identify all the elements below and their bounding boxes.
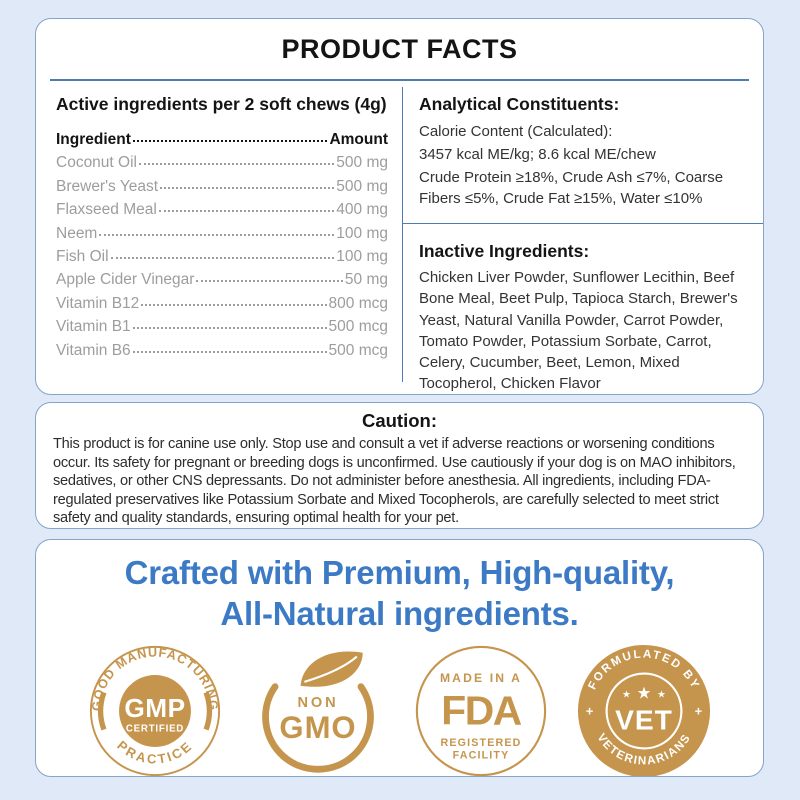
ingredient-name: Brewer's Yeast <box>56 177 159 195</box>
ingredient-name: Vitamin B6 <box>56 341 131 359</box>
ingredient-name: Vitamin B1 <box>56 318 131 336</box>
caution-heading: Caution: <box>361 410 437 431</box>
non-text: NON <box>297 695 339 712</box>
ingredient-amount: 400 mg <box>336 201 388 219</box>
star-icon: ★ <box>636 683 652 703</box>
inactive-heading: Inactive Ingredients: <box>419 241 590 261</box>
ingredient-name: Neem <box>56 224 98 242</box>
made-in-a-text: MADE IN A <box>439 670 523 685</box>
non-gmo-badge <box>250 643 386 777</box>
table-row <box>56 339 388 362</box>
gmp-center-text: GMP <box>124 692 186 723</box>
gmp-arc-top-text: GOOD MANUFACTURING <box>89 645 221 712</box>
star-icon: ★ <box>622 689 631 701</box>
table-row <box>56 222 388 245</box>
ingredient-amount: 500 mcg <box>328 341 388 359</box>
vet-center-text: VET <box>615 703 673 736</box>
dot-leader <box>133 327 327 329</box>
crafted-headline-line1: Crafted with Premium, High-quality, <box>124 554 675 591</box>
fda-logo-text: FDA <box>441 687 521 734</box>
crafted-panel <box>35 539 764 777</box>
gmo-text: GMO <box>279 710 357 746</box>
dot-leader <box>141 304 326 306</box>
table-row <box>56 315 388 338</box>
fda-registered-badge <box>413 643 549 777</box>
ingredient-name: Flaxseed Meal <box>56 201 157 219</box>
gmp-certified-badge <box>87 643 223 777</box>
ingredient-amount: 100 mg <box>336 248 388 266</box>
gmp-certified-text: CERTIFIED <box>125 723 185 735</box>
table-row <box>56 151 388 174</box>
section-divider <box>403 223 763 224</box>
table-row <box>56 245 388 268</box>
plus-icon: + <box>694 704 703 719</box>
ingredient-amount: 100 mg <box>336 224 388 242</box>
product-facts-panel <box>35 18 764 395</box>
table-header-row <box>56 128 388 151</box>
leaf-icon <box>301 651 363 686</box>
ingredient-amount: 500 mcg <box>328 318 388 336</box>
vet-formulated-badge <box>576 643 712 777</box>
vet-arc-top-text: FORMULATED BY <box>585 647 703 692</box>
dot-leader <box>133 140 328 142</box>
ingredient-name: Fish Oil <box>56 248 109 266</box>
dot-leader <box>160 187 334 189</box>
badge-row <box>36 643 763 777</box>
plus-icon: + <box>585 704 594 719</box>
dot-leader <box>133 351 327 353</box>
page-title: PRODUCT FACTS <box>281 33 518 64</box>
crafted-headline-line2: All-Natural ingredients. <box>220 595 579 632</box>
ingredient-name: Coconut Oil <box>56 154 137 172</box>
active-ingredients-section <box>36 81 402 394</box>
table-row <box>56 198 388 221</box>
col-ingredient: Ingredient <box>56 131 131 148</box>
inactive-ingredients-text: Chicken Liver Powder, Sunflower Lecithin, Beef Bone Meal, Beet Pulp, Tapioca Starch, Brewer's Yeast, Natural Vanilla Powder, Carrot Powder, Tomato Powder, Potassium Sorbate, Carrot, Celery, Cucumber, Beet, Lemon, Mixed Tocopherol, Chicken Flavor <box>419 269 738 393</box>
crafted-headline <box>36 552 763 634</box>
facts-columns <box>36 81 763 394</box>
star-icon: ★ <box>657 689 666 701</box>
ingredient-amount: 500 mg <box>336 177 388 195</box>
dot-leader <box>99 234 334 236</box>
ingredient-amount: 800 mcg <box>328 294 388 312</box>
table-row <box>56 292 388 315</box>
dot-leader <box>111 257 335 259</box>
table-row <box>56 175 388 198</box>
dot-leader <box>159 210 335 212</box>
analytical-line: Crude Protein ≥18%, Crude Ash ≤7%, Coarse Fibers ≤5%, Crude Fat ≥15%, Water ≤10% <box>419 169 724 207</box>
ingredient-amount: 50 mg <box>344 271 388 289</box>
ingredient-amount: 500 mg <box>336 154 388 172</box>
caution-panel <box>35 402 764 529</box>
right-column <box>403 81 763 394</box>
active-ingredients-heading: Active ingredients per 2 soft chews (4g) <box>56 94 387 114</box>
dot-leader <box>139 163 334 165</box>
analytical-heading: Analytical Constituents: <box>419 94 620 114</box>
registered-text: REGISTERED <box>440 736 522 749</box>
ingredient-name: Vitamin B12 <box>56 294 140 312</box>
ingredient-name: Apple Cider Vinegar <box>56 271 195 289</box>
vet-arc-bottom-text: VETERINARIANS <box>594 731 694 768</box>
col-amount: Amount <box>329 131 388 148</box>
analytical-line: Calorie Content (Calculated): <box>419 123 613 140</box>
caution-text: This product is for canine use only. Stop use and consult a vet if adverse reactions or worsening conditions occur. Its safety for pregnant or breeding dogs is unconfirmed. Use cautiously if your dog is on MAO inhibitors, sedatives, or other CNS depressants. Do not administer before anesthesia. All ingredients, including FDA-regulated preservatives like Potassium Sorbate and Mixed Tocopherols, are carefully selected to meet strict safety and quality standards, ensuring optimal health for your pet. <box>53 436 736 526</box>
table-row <box>56 268 388 291</box>
gmp-arc-bottom-text: PRACTICE <box>114 737 196 767</box>
facility-text: FACILITY <box>452 749 510 762</box>
dot-leader <box>196 280 342 282</box>
analytical-line: 3457 kcal ME/kg; 8.6 kcal ME/chew <box>419 146 656 163</box>
ingredients-table <box>56 128 388 362</box>
